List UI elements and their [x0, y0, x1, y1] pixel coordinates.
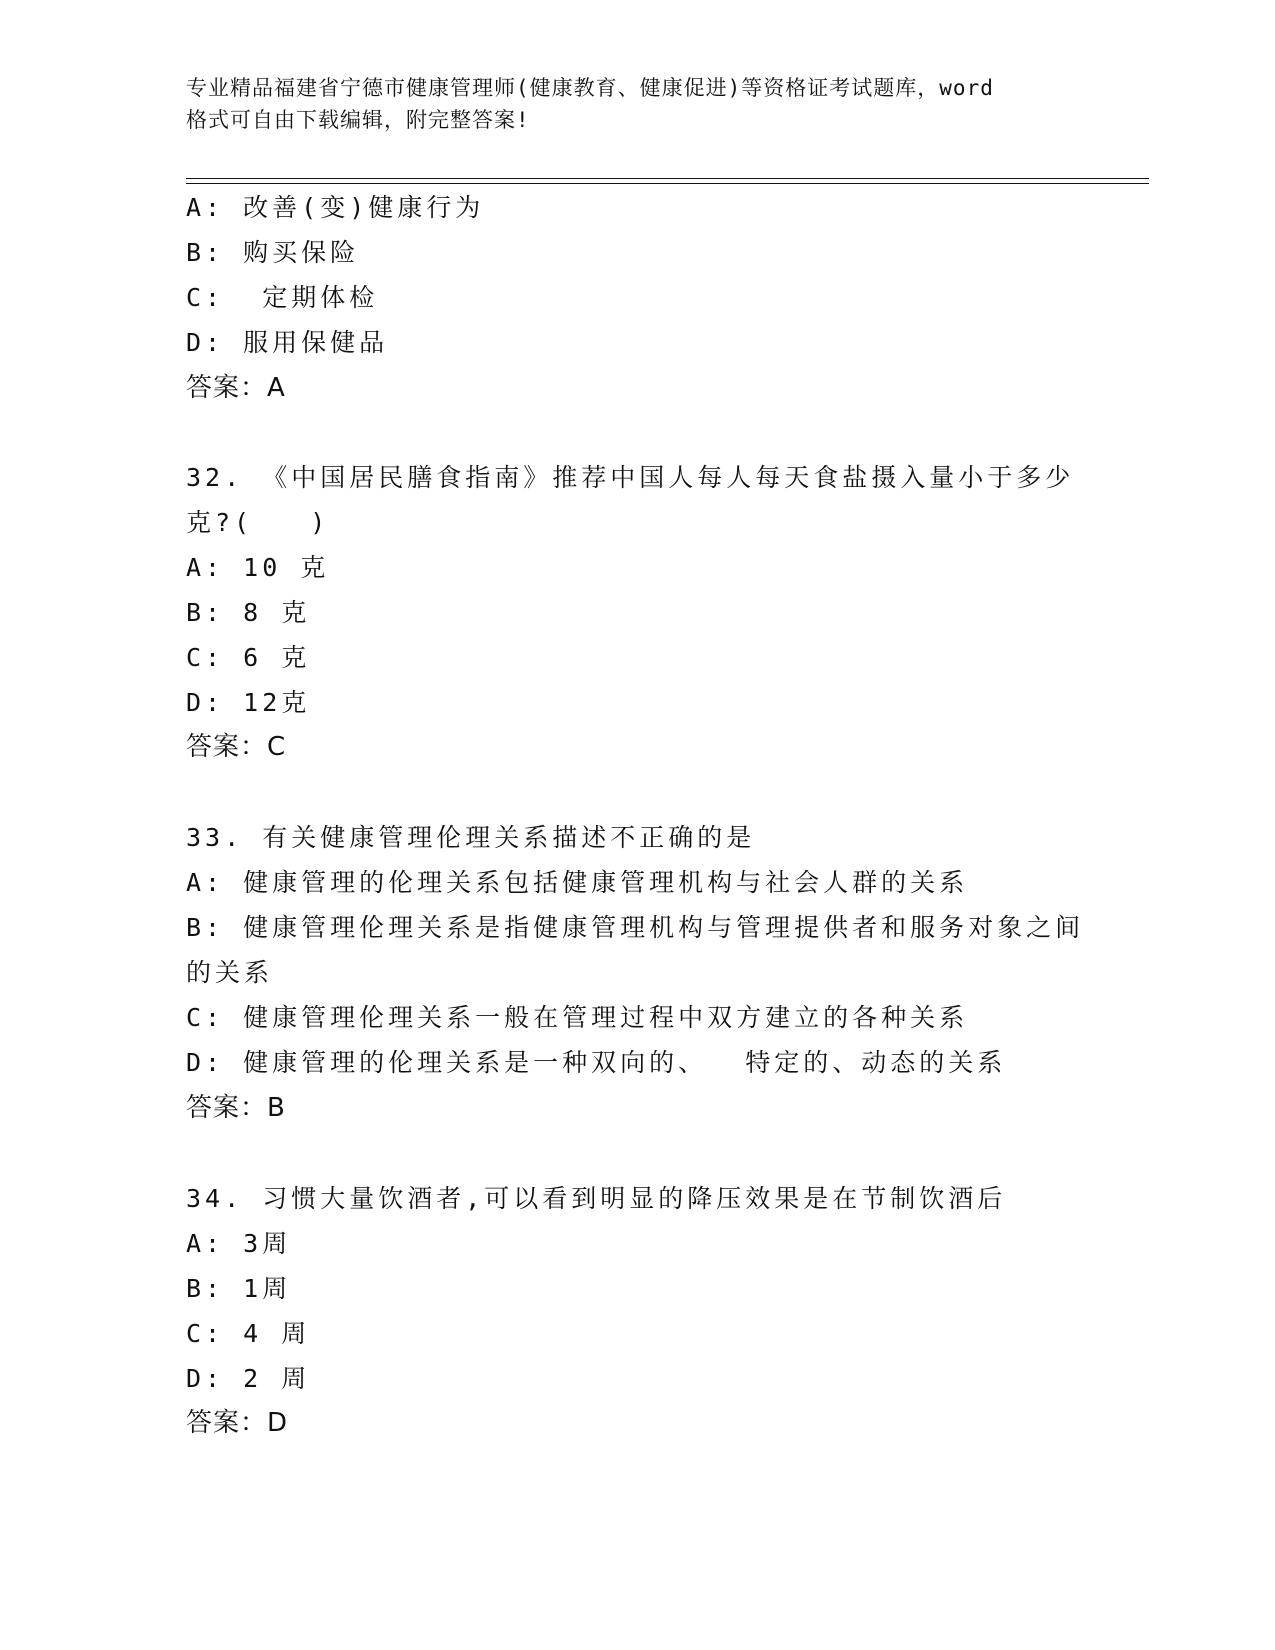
- q33-question: 33. 有关健康管理伦理关系描述不正确的是: [186, 823, 756, 852]
- q32-option-d: D: 12克: [186, 688, 311, 717]
- q32-answer: 答案：C: [186, 732, 287, 762]
- q34-option-a: A: 3周: [186, 1229, 292, 1258]
- q34-answer: 答案：D: [186, 1408, 289, 1438]
- document-header: [186, 72, 1086, 136]
- q33-answer: 答案：B: [186, 1093, 286, 1123]
- q31-option-b: B: 购买保险: [186, 238, 360, 267]
- q34-option-b: B: 1周: [186, 1274, 292, 1303]
- q33-option-b-line-1: B: 健康管理伦理关系是指健康管理机构与管理提供者和服务对象之间: [186, 913, 1085, 942]
- q31-option-d: D: 服用保健品: [186, 328, 389, 357]
- header-line-2: 格式可自由下载编辑，附完整答案!: [186, 108, 530, 132]
- q33-option-c: C: 健康管理伦理关系一般在管理过程中双方建立的各种关系: [186, 1003, 969, 1032]
- q32-question-line-2: 克?( ): [186, 508, 330, 537]
- q31-answer: 答案：A: [186, 373, 286, 403]
- q34-question: 34. 习惯大量饮酒者,可以看到明显的降压效果是在节制饮酒后: [186, 1184, 1007, 1213]
- header-line-1: 专业精品福建省宁德市健康管理师(健康教育、健康促进)等资格证考试题库，word: [186, 76, 994, 100]
- q33-option-a: A: 健康管理的伦理关系包括健康管理机构与社会人群的关系: [186, 868, 969, 897]
- q32-option-b: B: 8 克: [186, 598, 311, 627]
- q32-question-line-1: 32. 《中国居民膳食指南》推荐中国人每人每天食盐摄入量小于多少: [186, 463, 1075, 492]
- q31-option-a: A: 改善(变)健康行为: [186, 193, 485, 222]
- header-divider: [186, 178, 1149, 184]
- q31-option-c: C: 定期体检: [186, 283, 379, 312]
- q33-option-b-line-2: 的关系: [186, 958, 274, 987]
- q34-option-c: C: 4 周: [186, 1319, 311, 1348]
- q34-option-d: D: 2 周: [186, 1364, 311, 1393]
- q32-option-a: A: 10 克: [186, 553, 330, 582]
- q32-option-c: C: 6 克: [186, 643, 311, 672]
- q33-option-d: D: 健康管理的伦理关系是一种双向的、 特定的、动态的关系: [186, 1048, 1007, 1077]
